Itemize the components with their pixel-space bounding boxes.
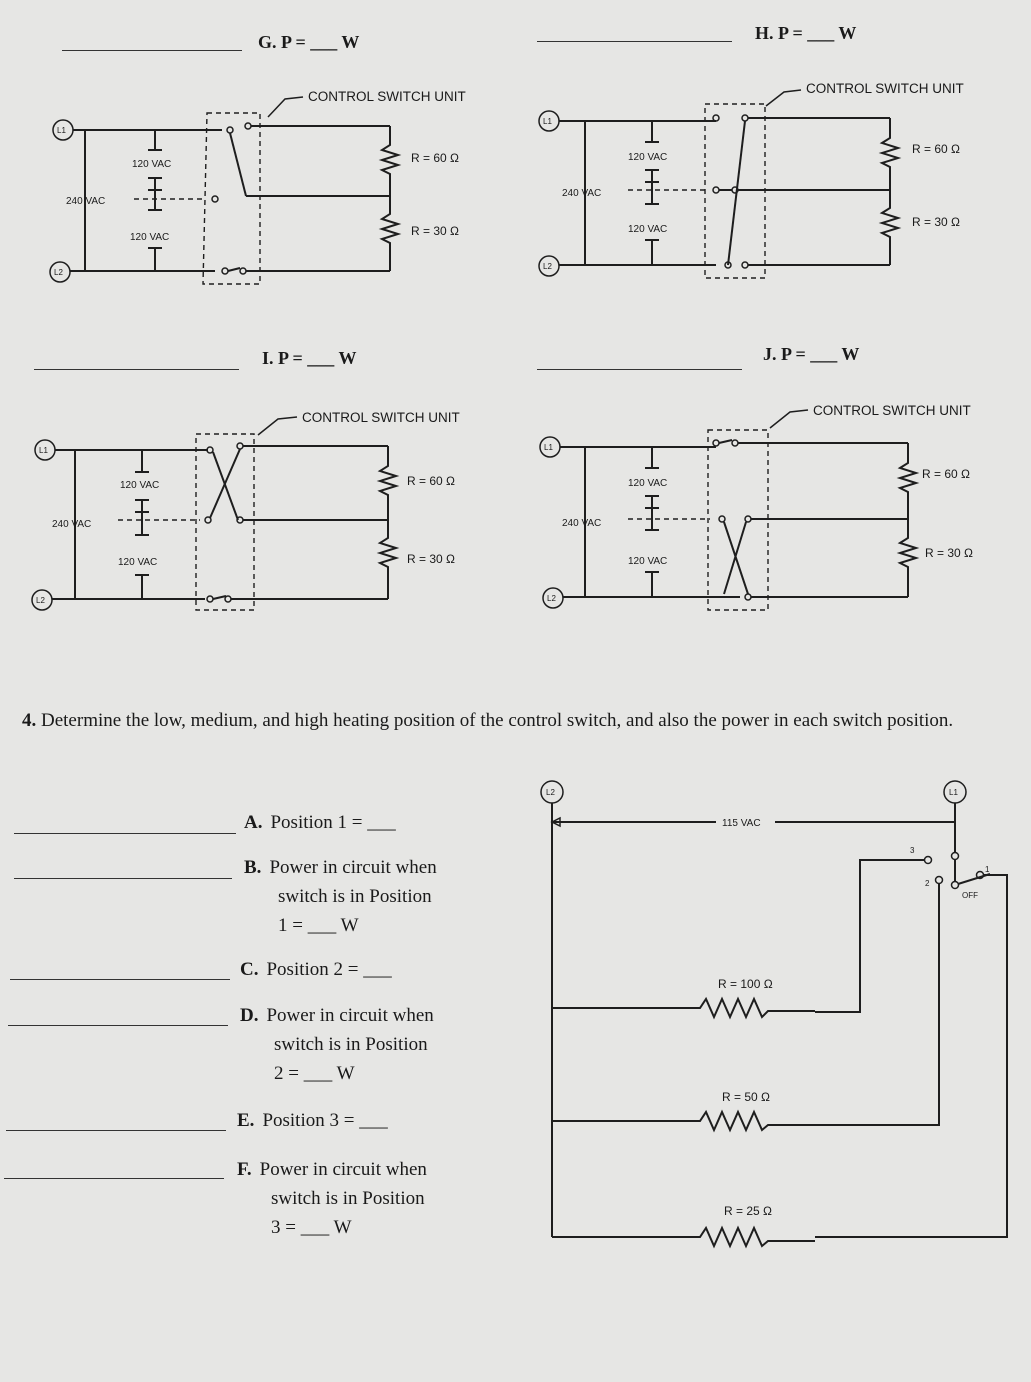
item-e-label: E. bbox=[237, 1110, 255, 1131]
label-120-bot-g: 120 VAC bbox=[130, 232, 170, 243]
title-g: G. P = ___ W bbox=[258, 32, 360, 52]
item-b-line-2: switch is in Position bbox=[278, 886, 432, 907]
switch-pos-3: 3 bbox=[910, 846, 915, 855]
label-120-top-g: 120 VAC bbox=[132, 159, 172, 170]
switch-off-label: OFF bbox=[962, 891, 978, 900]
circuit-j bbox=[540, 344, 973, 610]
item-f-line-2: switch is in Position bbox=[271, 1188, 425, 1209]
label-120-top-i: 120 VAC bbox=[120, 480, 160, 491]
answer-blank-e[interactable] bbox=[6, 1130, 226, 1131]
item-d-label: D. bbox=[240, 1005, 259, 1026]
title-j: J. P = ___ W bbox=[763, 344, 860, 364]
item-a bbox=[244, 808, 396, 837]
label-240-i: 240 VAC bbox=[52, 519, 92, 530]
item-f bbox=[237, 1155, 427, 1242]
item-d bbox=[240, 1001, 434, 1088]
label-120-bot-h: 120 VAC bbox=[628, 224, 668, 235]
item-b bbox=[244, 853, 437, 940]
answer-blank-b[interactable] bbox=[14, 878, 232, 879]
terminal-l2-j: L2 bbox=[547, 594, 556, 603]
terminal-l2-g: L2 bbox=[54, 268, 63, 277]
switch-pos-2: 2 bbox=[925, 879, 930, 888]
resistor-label-30-g: R = 30 Ω bbox=[411, 224, 459, 238]
item-d-line-2: switch is in Position bbox=[274, 1034, 428, 1055]
label-240-h: 240 VAC bbox=[562, 188, 602, 199]
answer-blank-d[interactable] bbox=[8, 1025, 228, 1026]
resistor-label-30-j: R = 30 Ω bbox=[925, 546, 973, 560]
item-f-line-3: 3 = ___ W bbox=[271, 1217, 352, 1238]
label-120-top-j: 120 VAC bbox=[628, 478, 668, 489]
resistor-label-30-h: R = 30 Ω bbox=[912, 215, 960, 229]
item-f-label: F. bbox=[237, 1159, 252, 1180]
answer-blank-f[interactable] bbox=[4, 1178, 224, 1179]
item-f-line-1: Power in circuit when bbox=[259, 1159, 427, 1180]
item-d-line-3: 2 = ___ W bbox=[274, 1063, 355, 1084]
unit-label-h: CONTROL SWITCH UNIT bbox=[806, 81, 964, 96]
question-number: 4. bbox=[22, 710, 37, 731]
resistor-label-30-i: R = 30 Ω bbox=[407, 552, 455, 566]
resistor-label-100: R = 100 Ω bbox=[718, 977, 773, 991]
label-120-bot-i: 120 VAC bbox=[118, 557, 158, 568]
item-c bbox=[240, 955, 392, 984]
item-b-label: B. bbox=[244, 857, 262, 878]
question-text: Determine the low, medium, and high heating position of the control switch, and also the power in each switch position. bbox=[41, 710, 954, 731]
item-e-text: Position 3 = ___ bbox=[262, 1110, 388, 1131]
circuit-h bbox=[539, 23, 964, 278]
circuit-i bbox=[32, 348, 460, 610]
label-240-j: 240 VAC bbox=[562, 518, 602, 529]
label-240-g: 240 VAC bbox=[66, 196, 106, 207]
item-d-line-1: Power in circuit when bbox=[266, 1005, 434, 1026]
resistor-label-25: R = 25 Ω bbox=[724, 1204, 772, 1218]
label-120-bot-j: 120 VAC bbox=[628, 556, 668, 567]
terminal-l1-h: L1 bbox=[543, 117, 552, 126]
item-c-text: Position 2 = ___ bbox=[266, 959, 392, 980]
resistor-label-50: R = 50 Ω bbox=[722, 1090, 770, 1104]
resistor-label-60-h: R = 60 Ω bbox=[912, 142, 960, 156]
item-c-label: C. bbox=[240, 959, 259, 980]
item-b-line-3: 1 = ___ W bbox=[278, 915, 359, 936]
circuit-g bbox=[50, 32, 466, 284]
unit-label-g: CONTROL SWITCH UNIT bbox=[308, 89, 466, 104]
switch-pos-1: 1 bbox=[985, 865, 990, 874]
title-h: H. P = ___ W bbox=[755, 23, 857, 43]
resistor-label-60-j: R = 60 Ω bbox=[922, 467, 970, 481]
title-i: I. P = ___ W bbox=[262, 348, 357, 368]
question-4-heading bbox=[22, 706, 1022, 735]
terminal-l2-h: L2 bbox=[543, 262, 552, 271]
unit-label-j: CONTROL SWITCH UNIT bbox=[813, 403, 971, 418]
item-a-label: A. bbox=[244, 812, 263, 833]
answer-blank-a[interactable] bbox=[14, 833, 236, 834]
label-120-top-h: 120 VAC bbox=[628, 152, 668, 163]
item-a-text: Position 1 = ___ bbox=[270, 812, 396, 833]
item-e bbox=[237, 1106, 388, 1135]
terminal-l2-q4: L2 bbox=[546, 788, 555, 797]
terminal-l1-j: L1 bbox=[544, 443, 553, 452]
label-115-vac: 115 VAC bbox=[722, 818, 761, 829]
circuit-q4 bbox=[541, 781, 1007, 1246]
terminal-l1-g: L1 bbox=[57, 126, 66, 135]
answer-blank-c[interactable] bbox=[10, 979, 230, 980]
unit-label-i: CONTROL SWITCH UNIT bbox=[302, 410, 460, 425]
item-b-line-1: Power in circuit when bbox=[269, 857, 437, 878]
resistor-label-60-i: R = 60 Ω bbox=[407, 474, 455, 488]
terminal-l2-i: L2 bbox=[36, 596, 45, 605]
terminal-l1-q4: L1 bbox=[949, 788, 958, 797]
resistor-label-60-g: R = 60 Ω bbox=[411, 151, 459, 165]
terminal-l1-i: L1 bbox=[39, 446, 48, 455]
